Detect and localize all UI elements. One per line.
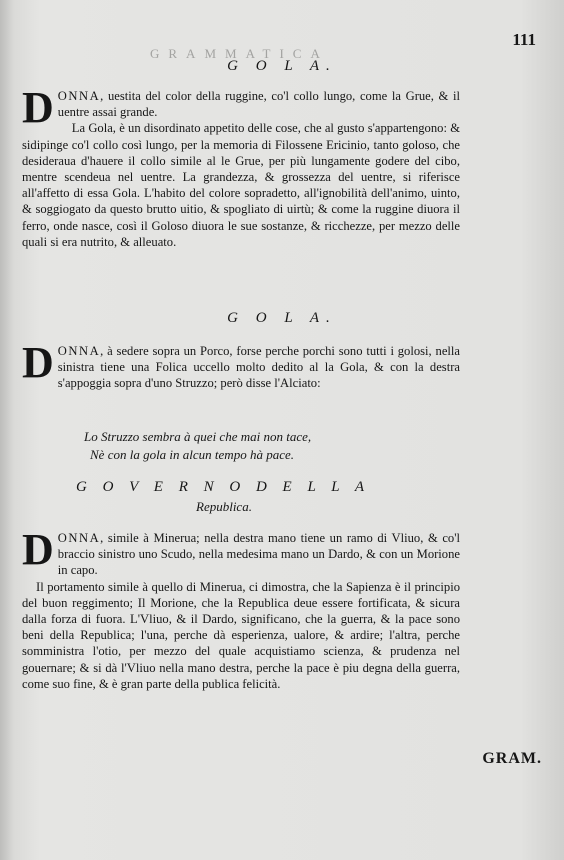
verse-line: Lo Struzzo sembra à quei che mai non tace, — [84, 429, 312, 444]
section-subtitle-republica: Republica. — [196, 499, 252, 514]
section-title-gola-1: G O L A. — [227, 58, 337, 74]
verse-line: Nè con la gola in alcun tempo hà pace. — [90, 447, 294, 462]
dropcap-letter: D — [22, 525, 54, 574]
first-word: ONNA — [57, 89, 101, 103]
bleed-through-running-head: GRAMMATICA — [150, 46, 329, 61]
gola-1-lead — [22, 83, 460, 132]
lead-text: , uestita del color della ruggine, co'l collo lungo, come la Grue, & il uentre assai grande. — [57, 89, 460, 120]
dropcap-letter: D — [22, 83, 54, 132]
first-word: ONNA — [57, 344, 101, 358]
gola-2-body: , à sedere sopra un Porco, forse perche porchi sono tutti i golosi, nella sinistra tiene una Folica uccello molto dedito al la Gola, & con la destra s'appoggia sopra d'uno Struzzo; però disse l'Alciato: — [57, 344, 460, 391]
alciato-verse — [84, 428, 484, 464]
page-number: 111 — [512, 30, 536, 49]
section-title-gola-2: G O L A. — [227, 310, 337, 326]
gola-2-text — [22, 338, 460, 392]
gola-1-paragraph: La Gola, è un disordinato appetito delle cose, che al gusto s'appartengono: & sidipinge co'l collo così lungo, per la memoria di Filossene Ericinio, tanto goloso, che desideraua d'hauere il collo simile al le Grue, per più lungamente godere del cibo, mentre scendeua nel uentre. La grandezza, & grossezza del uentre, si riferisce all'affetto di essa Gola. L'habito del colore sopradetto, all'ignobilità dell'animo, uinto, & soggiogato da questo brutto uitio, & spogliato di uirtù; & come la ruggine diuora il ferro, onde nasce, così il Goloso diuora le sue sostanze, & ricchezze, per mezzo delle quali si era nutrito, & alleuato. — [22, 121, 460, 249]
governo-lead — [22, 525, 460, 579]
section-body-gola-2 — [22, 338, 460, 392]
governo-lead-text: , simile à Minerua; nella destra mano tiene un ramo di Vliuo, & co'l braccio sinistro uno Scudo, nella medesima mano un Dardo, & con un Morione in capo. — [57, 531, 460, 578]
dropcap-letter: D — [22, 338, 54, 387]
governo-paragraph: Il portamento simile à quello di Minerua, ci dimostra, che la Sapienza è il principio del buon reggimento; Il Morione, che la Republica deue essere fortificata, & sicura dalla forza di fuora. L'Vliuo, & il Dardo, significano, che la guerra, & la pace sono beni della Republica; l'una, perche dà esperienza, ualore, & ardire; l'altra, perche somministra l'otio, per mezzo del quale acquistiamo scienza, & prudenza nel gouernare; & si dà l'Vliuo nella mano destra, perche la pace è piu degna della guerra, come suo fine, & è gran parte della publica felicità. — [22, 579, 460, 691]
first-word: ONNA — [57, 531, 101, 545]
section-body-governo — [22, 525, 460, 692]
section-body-gola-1 — [22, 83, 460, 250]
catchword: GRAM. — [482, 750, 542, 767]
section-title-governo: G O V E R N O D E L L A — [76, 479, 370, 495]
